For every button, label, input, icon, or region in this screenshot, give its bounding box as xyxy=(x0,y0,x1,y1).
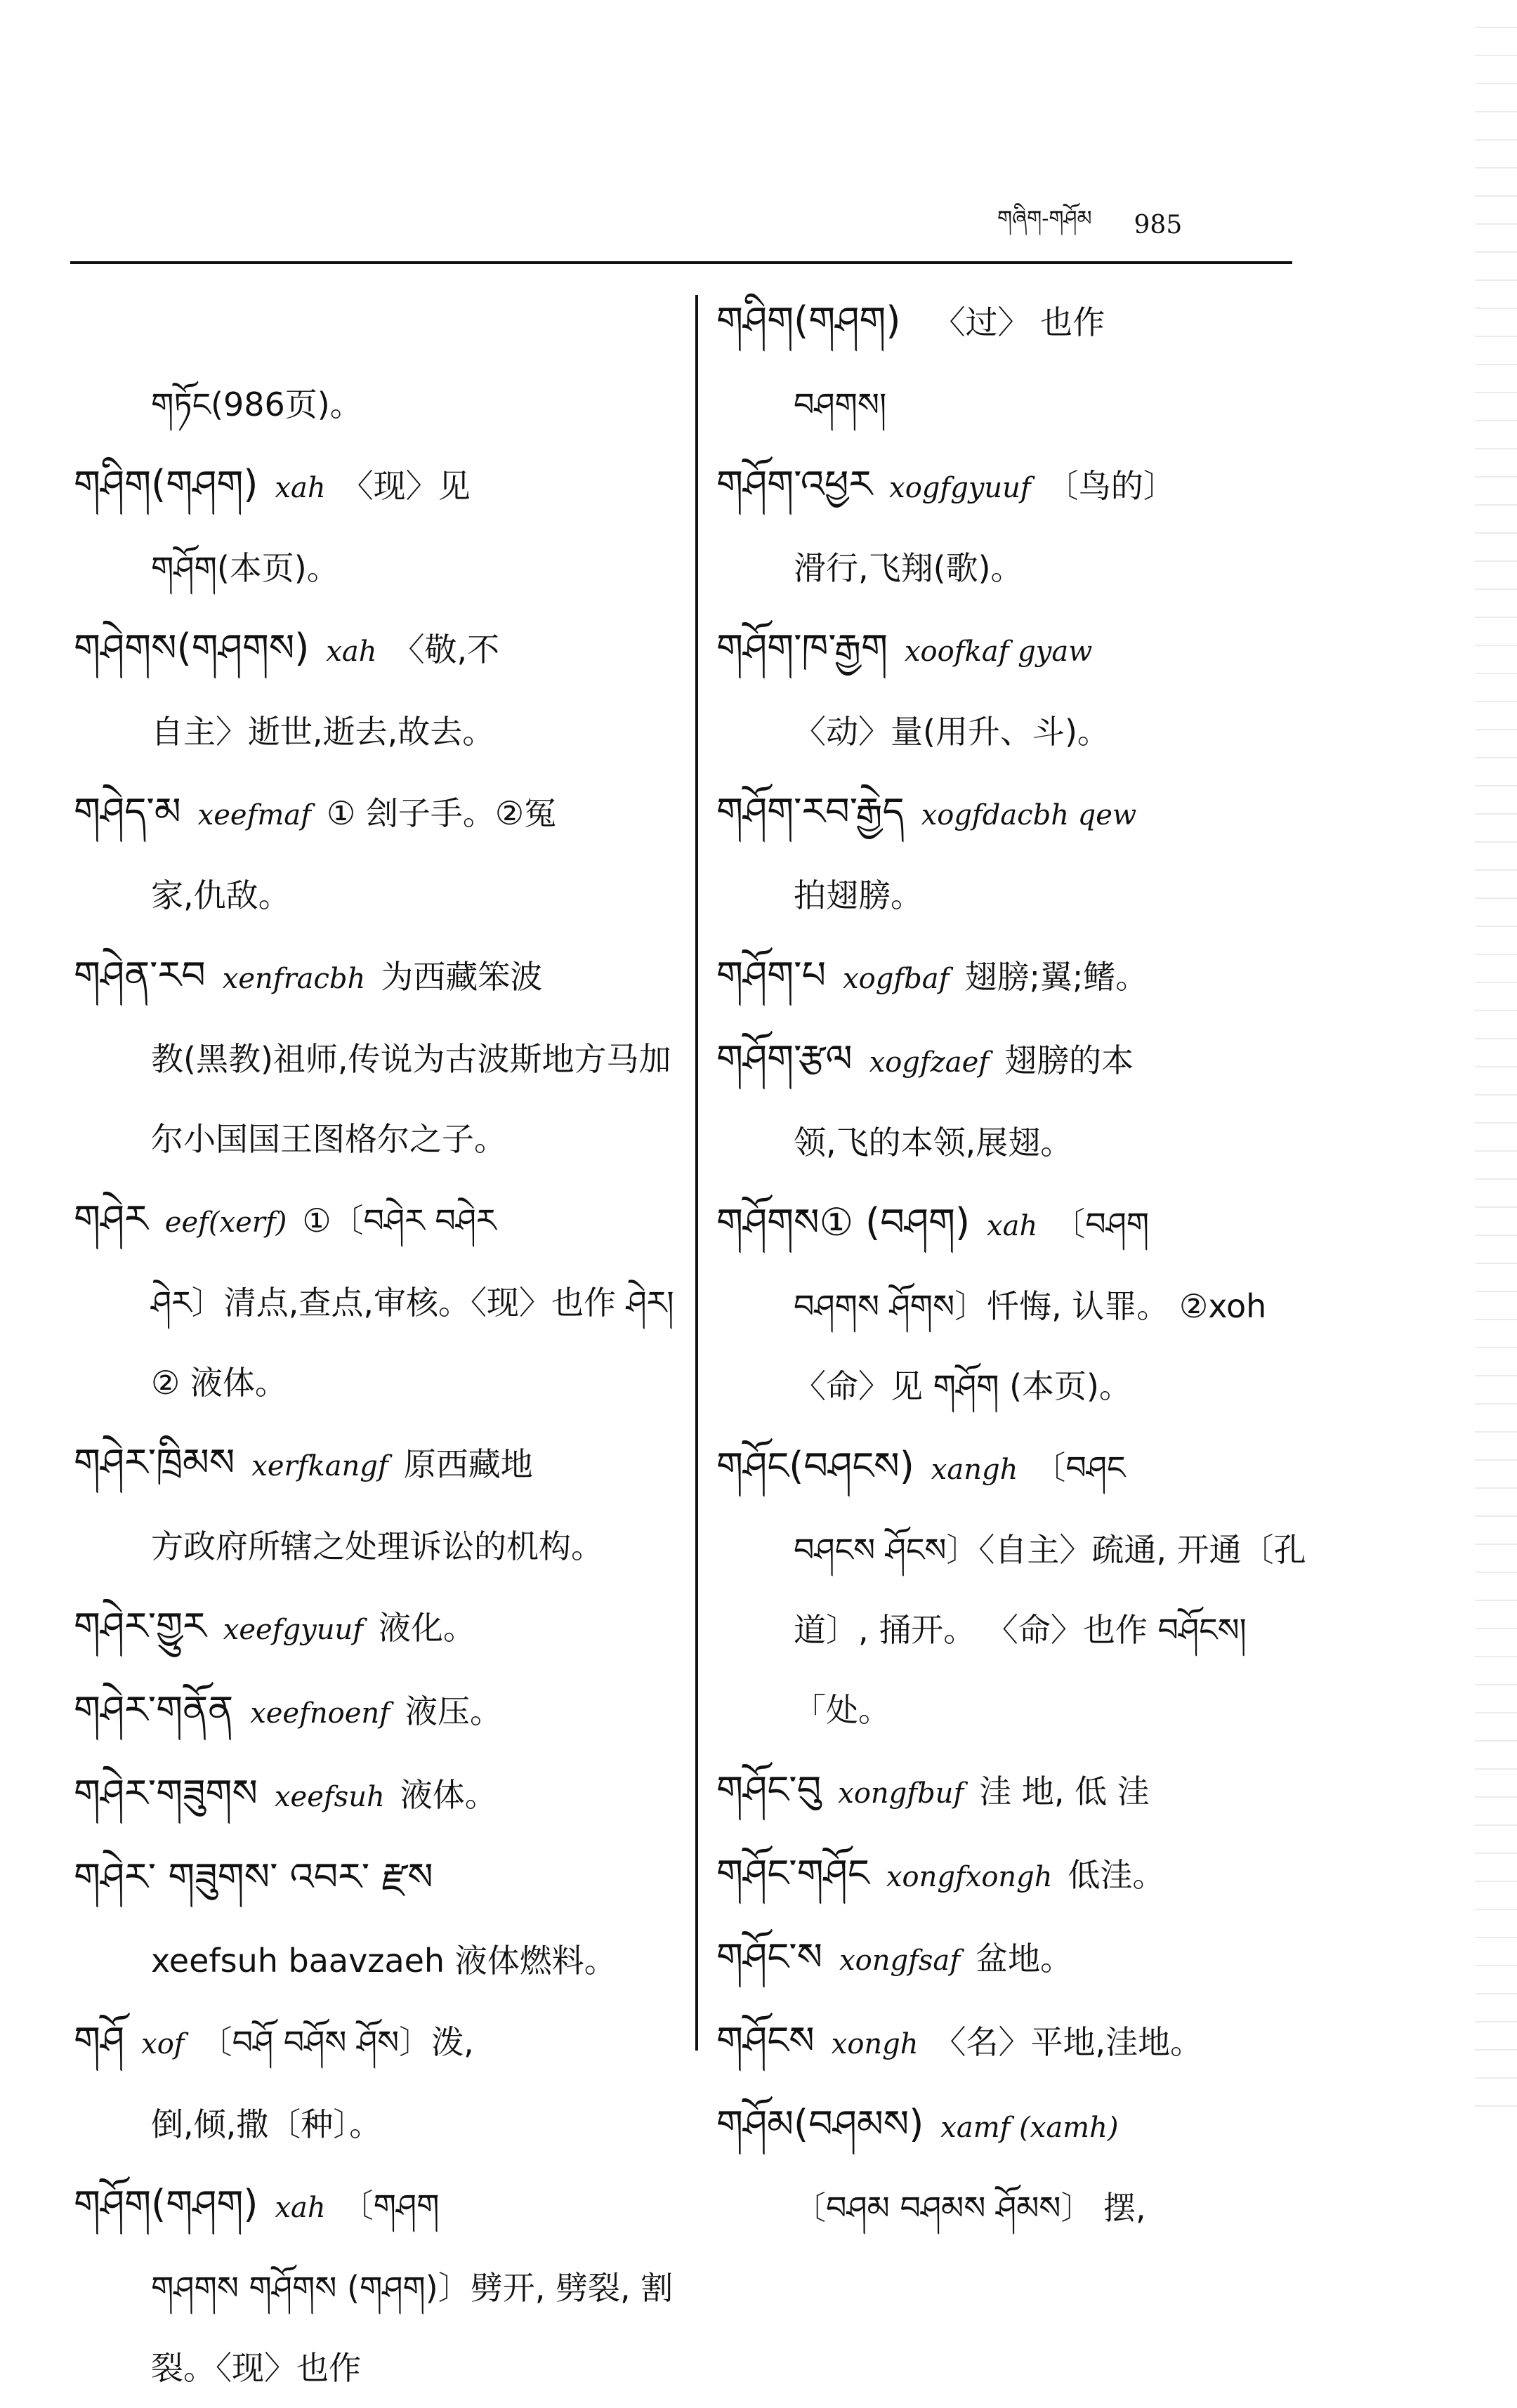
entry-definition: ① 刽子手。②冤 xyxy=(326,794,557,832)
entry-romanization: xongfbuf xyxy=(838,1777,964,1810)
entry-romanization: xongfsaf xyxy=(839,1945,961,1977)
entry-headword: གཤོག་པ xyxy=(716,953,827,997)
entry-continuation: 滑行,飞翔(歌)。 xyxy=(794,549,1023,587)
entry-headword: གཤེར་གནོན xyxy=(74,1687,234,1732)
entry-romanization: xongh xyxy=(831,2028,919,2060)
entry-continuation: 自主〉逝世,逝去,故去。 xyxy=(151,713,495,751)
entry-headword: གཤོགས① (བཤག) xyxy=(716,1200,971,1244)
dictionary-entry xyxy=(716,1750,1327,1834)
entry-headword: གཤོང་གཤོང xyxy=(716,1851,869,1895)
entry-continuation: 〈动〉量(用升、斗)。 xyxy=(794,713,1110,751)
dictionary-entry xyxy=(716,1917,1327,2001)
entry-continuation: 方政府所辖之处理诉讼的机构。 xyxy=(151,1527,603,1565)
entry-headword: གཤེར་ གཟུགས་ འབར་ རྫས xyxy=(74,1855,433,1899)
entry-headword: གཤོག་འཕྱར xyxy=(716,462,873,506)
entry-continuation: བཤངས ཤོངས〕〈自主〉疏通, 开通〔孔道〕, 捅开。 〈命〉也作 བཤོངས། 「处。 xyxy=(794,1531,1306,1729)
entry-romanization: xah xyxy=(326,636,377,668)
dictionary-entry xyxy=(716,1183,1327,1426)
dictionary-entry xyxy=(74,1670,678,1754)
entry-definition: 〔བཤོ བཤོས ཤོས〕泼, xyxy=(199,2023,474,2061)
entry-romanization: xof xyxy=(141,2028,185,2060)
dictionary-entry xyxy=(74,608,678,772)
entry-headword: གཤེར xyxy=(74,1197,148,1241)
dictionary-entry xyxy=(716,935,1327,1019)
entry-headword: གཤེན་རབ xyxy=(74,953,206,997)
entry-headword: གཤོམ(བཤམས) xyxy=(716,2102,924,2146)
dictionary-entry xyxy=(74,1837,678,2001)
entry-continuation: 教(黑教)祖师,传说为古波斯地方马加尔小国国王图格尔之子。 xyxy=(151,1040,671,1158)
entry-continuation: གཤོག(本页)。 xyxy=(151,549,339,587)
entry-headword: གཤོག་ཁ་རྒྱག xyxy=(716,626,888,670)
entry-definition: 洼 地, 低 洼 xyxy=(979,1772,1150,1810)
dictionary-entry xyxy=(74,2001,678,2164)
entry-headword: གཤེར་ཁྲིམས xyxy=(74,1440,235,1485)
entry-continuation: 领,飞的本领,展翅。 xyxy=(794,1124,1073,1162)
entry-definition: 为西藏笨波 xyxy=(381,958,543,996)
entry-headword: གཤེར་གྱུར xyxy=(74,1604,206,1648)
guide-words: གཞིག-གཤོམ xyxy=(997,206,1092,231)
entry-headword: གཤོ xyxy=(74,2018,125,2062)
entry-romanization: xerfkangf xyxy=(251,1450,388,1482)
entry-headword: གཤིག(གཤག) xyxy=(74,462,258,506)
page-number: 985 xyxy=(1134,210,1183,239)
entry-headword: གཤོང་ས xyxy=(716,1935,823,1979)
entry-romanization: xah xyxy=(987,1210,1038,1242)
entry-headword: གཤོང་བུ xyxy=(716,1768,822,1812)
page-header xyxy=(997,204,1292,246)
dictionary-entry xyxy=(74,445,678,608)
entry-definition: 低洼。 xyxy=(1068,1856,1165,1894)
entry-definition: 〔鸟的〕 xyxy=(1046,467,1176,505)
dictionary-entry xyxy=(716,2001,1327,2084)
entry-continuation: བཤགས། xyxy=(794,386,887,423)
entry-definition: 液体。 xyxy=(400,1776,497,1814)
entry-headword: གཤེར་གཟུགས xyxy=(74,1771,258,1815)
dictionary-entry xyxy=(74,281,678,445)
dictionary-entry xyxy=(74,772,678,935)
entry-definition: 〈名〉平地,洼地。 xyxy=(933,2023,1203,2061)
dictionary-entry xyxy=(716,608,1327,772)
entry-headword: གཤོངས xyxy=(716,2018,815,2062)
entry-definition: ①〔བཤེར བཤེར xyxy=(302,1202,497,1239)
entry-romanization: eef(xerf) xyxy=(164,1206,287,1239)
entry-definition: 翅膀;翼;鳍。 xyxy=(964,958,1148,996)
dictionary-entry xyxy=(716,2084,1327,2248)
left-column xyxy=(74,281,678,2408)
entry-definition: 〔གཤག xyxy=(341,2187,440,2225)
entry-continuation: 〔བཤམ བཤམས ཤོམས〕 摆, xyxy=(794,2189,1146,2227)
entry-headword: གཤེགས(གཤགས) xyxy=(74,626,310,670)
entry-headword: གཤོང(བཤངས) xyxy=(716,1444,914,1488)
dictionary-entry xyxy=(716,772,1327,935)
entry-definition: 〔བཤག xyxy=(1053,1205,1150,1243)
entry-definition: 〈现〉见 xyxy=(341,467,471,505)
dictionary-entry xyxy=(74,935,678,1179)
column-divider xyxy=(695,295,698,2051)
scan-edge xyxy=(1475,0,1517,2131)
entry-romanization: xah xyxy=(275,472,326,504)
entry-romanization: xenfracbh xyxy=(222,963,366,995)
dictionary-entry xyxy=(716,1019,1327,1183)
entry-continuation: 拍翅膀。 xyxy=(794,876,923,914)
entry-headword: གཤིག(གཤག) xyxy=(716,298,901,343)
entry-romanization: xeefsuh xyxy=(274,1781,385,1813)
entry-definition: 〈过〉 也作 xyxy=(933,303,1105,341)
entry-continuation: གཏོང(986页)。 xyxy=(151,386,362,423)
dictionary-entry xyxy=(716,1834,1327,1917)
entry-romanization: xogfdacbh qew xyxy=(921,799,1137,831)
header-rule xyxy=(70,261,1292,264)
entry-continuation: xeefsuh baavzaeh 液体燃料。 xyxy=(151,1942,617,1980)
entry-romanization: xeefgyuuf xyxy=(223,1614,364,1646)
entry-definition: 盆地。 xyxy=(976,1940,1073,1978)
entry-romanization: xangh xyxy=(931,1454,1018,1486)
entry-definition: 液化。 xyxy=(379,1609,476,1647)
dictionary-entry xyxy=(74,1754,678,1837)
entry-romanization: xeefnoenf xyxy=(250,1697,390,1730)
entry-headword: གཤོག་རྩལ xyxy=(716,1037,853,1081)
dictionary-entry xyxy=(716,1426,1327,1750)
entry-headword: གཤོག(གཤག) xyxy=(74,2182,258,2226)
dictionary-entry xyxy=(74,1179,678,1423)
entry-definition: 〈敬,不 xyxy=(392,631,500,669)
entry-romanization: xah xyxy=(275,2192,326,2224)
entry-headword: གཤེད་མ xyxy=(74,789,181,834)
entry-romanization: xogfbaf xyxy=(843,963,950,995)
entry-romanization: xoofkaf gyaw xyxy=(904,636,1093,668)
dictionary-entry xyxy=(716,445,1327,608)
dictionary-entry xyxy=(74,1423,678,1586)
entry-romanization: xogfzaef xyxy=(869,1046,990,1079)
dictionary-entry xyxy=(74,2164,678,2408)
entry-continuation: ཤེར〕清点,查点,审核。〈现〉也作 ཤེར། ② 液体。 xyxy=(151,1284,674,1402)
dictionary-entry xyxy=(74,1586,678,1670)
entry-romanization: xogfgyuuf xyxy=(889,472,1031,504)
entry-romanization: xamf (xamh) xyxy=(940,2112,1119,2144)
entry-definition: 液压。 xyxy=(405,1692,502,1730)
entry-definition: 翅膀的本 xyxy=(1004,1041,1134,1079)
entry-continuation: གཤགས གཤོགས (གཤག)〕劈开, 劈裂, 割裂。〈现〉也作 xyxy=(151,2269,674,2387)
entry-definition: 原西藏地 xyxy=(403,1445,533,1483)
entry-continuation: 倒,倾,撒〔种〕。 xyxy=(151,2105,382,2143)
right-column xyxy=(716,281,1327,2248)
dictionary-entry xyxy=(716,281,1327,445)
entry-headword: གཤོག་རབ་རྒྱེད xyxy=(716,789,905,834)
entry-continuation: བཤགས ཤོགས〕忏悔, 认罪。 ②xoh 〈命〉见 གཤོག (本页)。 xyxy=(794,1287,1267,1405)
entry-romanization: xeefmaf xyxy=(197,799,311,831)
entry-definition: 〔བཤང xyxy=(1033,1449,1126,1487)
entry-romanization: xongfxongh xyxy=(886,1861,1053,1893)
entry-continuation: 家,仇敌。 xyxy=(151,876,291,914)
